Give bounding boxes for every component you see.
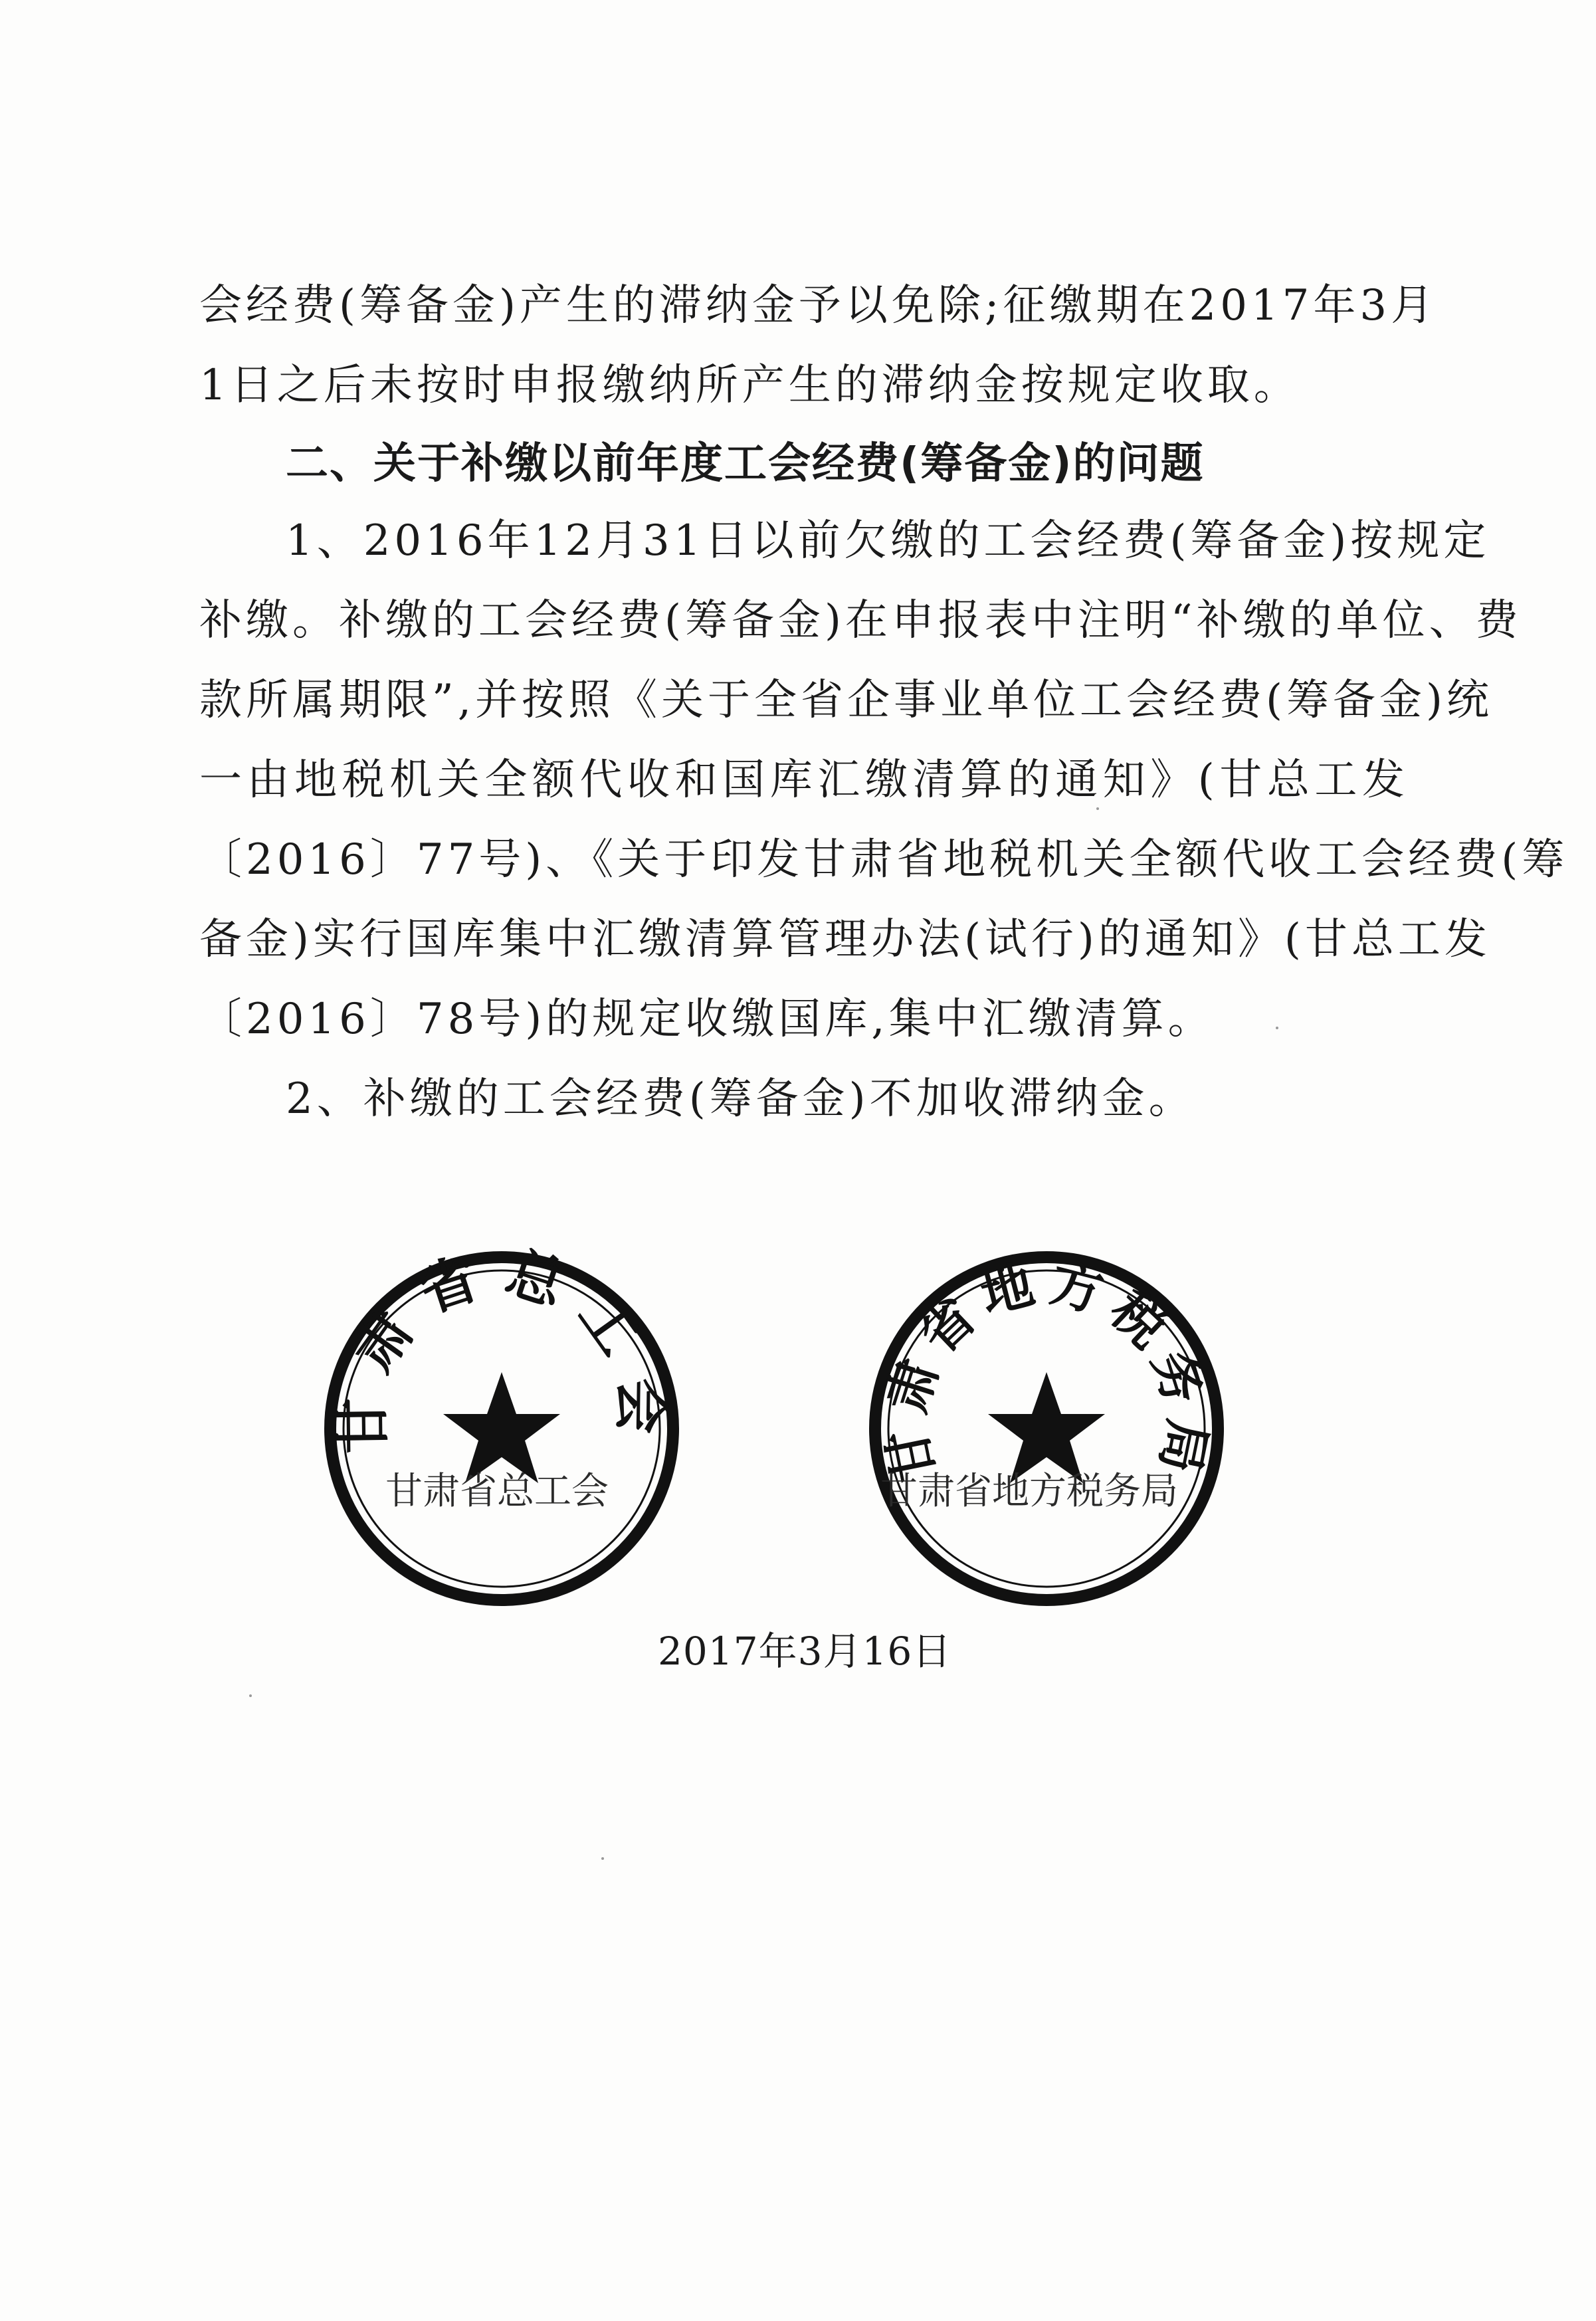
seal-left-graphic [322, 1238, 681, 1608]
item1-line-3: 款所属期限”,并按照《关于全省企事业单位工会经费(筹备金)统 [199, 676, 1493, 725]
scan-speck [601, 1857, 604, 1860]
item1-line-7: 〔2016〕78号)的规定收缴国库,集中汇缴清算。 [199, 995, 1215, 1044]
seal-right-graphic [867, 1249, 1226, 1608]
signer-right: 甘肃省地方税务局 [880, 1470, 1178, 1513]
item1-line-5: 〔2016〕77号)、《关于印发甘肃省地税机关全额代收工会经费(筹 [199, 835, 1569, 884]
item1-line-2: 补缴。补缴的工会经费(筹备金)在申报表中注明“补缴的单位、费 [199, 596, 1522, 645]
item1-line-4: 一由地税机关全额代收和国库汇缴清算的通知》(甘总工发 [199, 756, 1409, 805]
item2-line: 2、补缴的工会经费(筹备金)不加收滞纳金。 [286, 1074, 1195, 1124]
star-icon [443, 1372, 560, 1483]
item1-line-1: 1、2016年12月31日以前欠缴的工会经费(筹备金)按规定 [286, 516, 1490, 565]
seal-gansu-federation-of-trade-unions [322, 1238, 681, 1608]
seal-right-arc-text: 甘肃省地方税务局 [874, 1252, 1219, 1487]
body-line-2: 1日之后未按时申报缴纳所产生的滞纳金按规定收取。 [199, 361, 1300, 410]
star-icon [988, 1372, 1105, 1483]
section-heading: 二、关于补缴以前年度工会经费(筹备金)的问题 [286, 439, 1205, 488]
scan-speck [249, 1694, 252, 1697]
scan-speck [1096, 807, 1099, 810]
scan-speck [1276, 1027, 1278, 1029]
item1-line-6: 备金)实行国库集中汇缴清算管理办法(试行)的通知》(甘总工发 [199, 915, 1491, 964]
signer-left: 甘肃省总工会 [385, 1470, 609, 1513]
seal-gansu-local-taxation-bureau [867, 1249, 1226, 1608]
document-date: 2017年3月16日 [658, 1629, 952, 1674]
seal-left-arc-text: 甘肃省总工会 [329, 1238, 674, 1455]
body-line-1: 会经费(筹备金)产生的滞纳金予以免除;征缴期在2017年3月 [199, 281, 1438, 330]
